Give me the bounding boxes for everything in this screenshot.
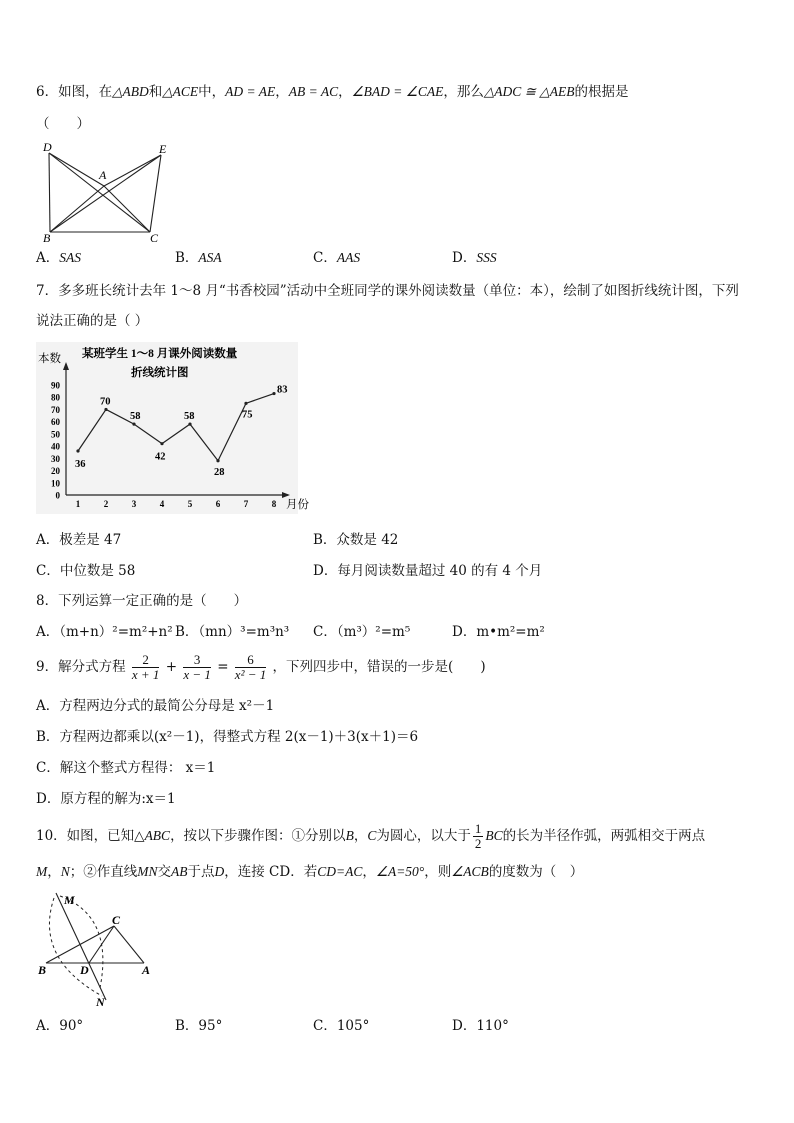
q10-figure [34, 888, 164, 1008]
chart-y-tick-label: 70 [51, 404, 60, 415]
chart-y-tick-label: 20 [51, 466, 60, 477]
q10-label-C: C [112, 913, 121, 927]
chart-data-point [160, 442, 163, 445]
q6-label-D: D [43, 140, 52, 154]
q9-fraction-1: $\frac{2}{x + 1}$ [131, 652, 160, 682]
chart-ylabel: 本数 [38, 353, 61, 365]
q8-option-d: D．m•m²=m² [452, 624, 545, 640]
q6-option-c: C．AAS [313, 250, 361, 266]
chart-title: 某班学生 1～8 月课外阅读数量 [82, 348, 238, 360]
chart-data-label: 83 [277, 384, 288, 396]
q6-figure [40, 140, 180, 245]
q6-label-C: C [150, 231, 159, 245]
chart-data-point [76, 449, 79, 452]
q10-label-B: B [38, 963, 47, 977]
chart-subtitle: 折线统计图 [131, 367, 189, 379]
q9-step-c: C．解这个整式方程得： x＝1 [36, 760, 216, 776]
q10-stem-line1: 10．如图，已知△ABC，按以下步骤作图：①分别以B，C为圆心，以大于 $\frac{1}{2}$ BC的长为半径作弧，两弧相交于两点 [36, 821, 706, 851]
q9-step-d: D．原方程的解为:x＝1 [36, 791, 176, 807]
chart-x-tick-label: 1 [75, 499, 81, 509]
chart-data-label: 70 [100, 396, 111, 408]
q6-label-E: E [159, 142, 167, 156]
chart-data-label: 36 [75, 459, 86, 470]
q10-option-b: B．95° [175, 1018, 223, 1034]
q8-option-a: A．（m+n）²=m²+n² [36, 624, 173, 640]
q7-option-c: C．中位数是 58 [36, 563, 136, 579]
q6-option-b: B．ASA [175, 250, 222, 266]
chart-x-tick-label: 3 [131, 499, 137, 509]
q7-line-chart [36, 342, 312, 514]
chart-data-point [188, 423, 191, 426]
chart-y-tick-label: 80 [51, 392, 60, 403]
q6-option-d: D．SSS [452, 250, 497, 266]
q10-option-d: D．110° [452, 1018, 509, 1034]
q7-option-d: D．每月阅读数量超过 40 的有 4 个月 [313, 563, 543, 579]
chart-data-point [216, 459, 219, 462]
q7-stem-line1: 7．多多班长统计去年 1～8 月“书香校园”活动中全班同学的课外阅读数量（单位：本），绘制了如图折线统计图，下列 [36, 283, 739, 299]
chart-data-label: 42 [155, 451, 166, 463]
q7-option-a: A．极差是 47 [36, 532, 122, 548]
q9-fraction-2: $\frac{3}{x - 1}$ [183, 652, 211, 682]
q9-stem: 9．解分式方程 $\frac{2}{x + 1}$ + $\frac{3}{x - 1}$ = $\frac{6}{\text{x² − 1}}$ ，下列四步中，错误的一步是( ) [36, 652, 486, 682]
q9-step-a: A．方程两边分式的最简公分母是 x²－1 [36, 698, 275, 714]
chart-y-tick-label: 60 [51, 417, 60, 428]
chart-x-tick-label: 7 [243, 499, 249, 509]
q7-stem-line2: 说法正确的是（ ） [36, 313, 149, 329]
q10-option-c: C．105° [313, 1018, 370, 1034]
chart-xlabel: 月份 [286, 499, 309, 511]
chart-data-point [272, 392, 275, 395]
q10-label-D: D [80, 963, 89, 977]
chart-x-tick-label: 8 [271, 499, 277, 509]
chart-x-tick-label: 2 [103, 499, 109, 509]
q7-option-b: B．众数是 42 [313, 532, 399, 548]
chart-data-label: 28 [214, 466, 225, 478]
q9-fraction-3: $\frac{6}{\text{x² − 1}}$ [234, 652, 267, 682]
q6-label-B: B [43, 231, 51, 245]
q6-stem: 6．如图，在△ABD和△ACE中，AD = AE，AB = AC，∠BAD = ∠CAE，那么△ADC ≅ △AEB的根据是 [36, 84, 629, 100]
q10-option-a: A．90° [36, 1018, 84, 1034]
chart-y-tick-label: 50 [51, 429, 60, 440]
q10-label-M: M [64, 893, 75, 907]
q8-stem: 8．下列运算一定正确的是（ ） [36, 593, 248, 609]
q6-label-A: A [99, 168, 107, 182]
q9-step-b: B．方程两边都乘以(x²－1)，得整式方程 2(x－1)＋3(x＋1)＝6 [36, 729, 419, 745]
q6-option-a: A．SAS [36, 250, 81, 266]
q10-stem-line2: M，N；②作直线MN交AB于点D，连接 CD．若CD=AC，∠A=50°，则∠ACB的度数为（ ） [36, 864, 584, 880]
chart-y-tick-label: 90 [51, 380, 60, 391]
chart-data-label: 58 [130, 411, 141, 423]
q10-half-fraction: $\frac{1}{2}$ [474, 821, 482, 851]
chart-x-tick-label: 4 [159, 499, 165, 509]
chart-y-tick-label: 0 [55, 490, 60, 501]
chart-data-label: 58 [184, 411, 195, 423]
q8-option-c: C．（m³）²=m⁵ [313, 624, 411, 640]
chart-data-point [132, 423, 135, 426]
q10-label-N: N [96, 995, 105, 1008]
chart-data-point [244, 402, 247, 405]
chart-y-tick-label: 40 [51, 441, 60, 452]
q6-answer-paren: （ ） [36, 116, 90, 132]
q8-option-b: B．（mn）³=m³n³ [175, 624, 290, 640]
chart-y-tick-label: 10 [51, 478, 60, 489]
chart-data-point [104, 408, 107, 411]
chart-x-tick-label: 6 [215, 499, 221, 509]
chart-x-tick-label: 5 [187, 499, 193, 509]
chart-y-tick-label: 30 [51, 453, 60, 464]
chart-data-label: 75 [242, 409, 253, 421]
q10-label-A: A [142, 963, 151, 977]
